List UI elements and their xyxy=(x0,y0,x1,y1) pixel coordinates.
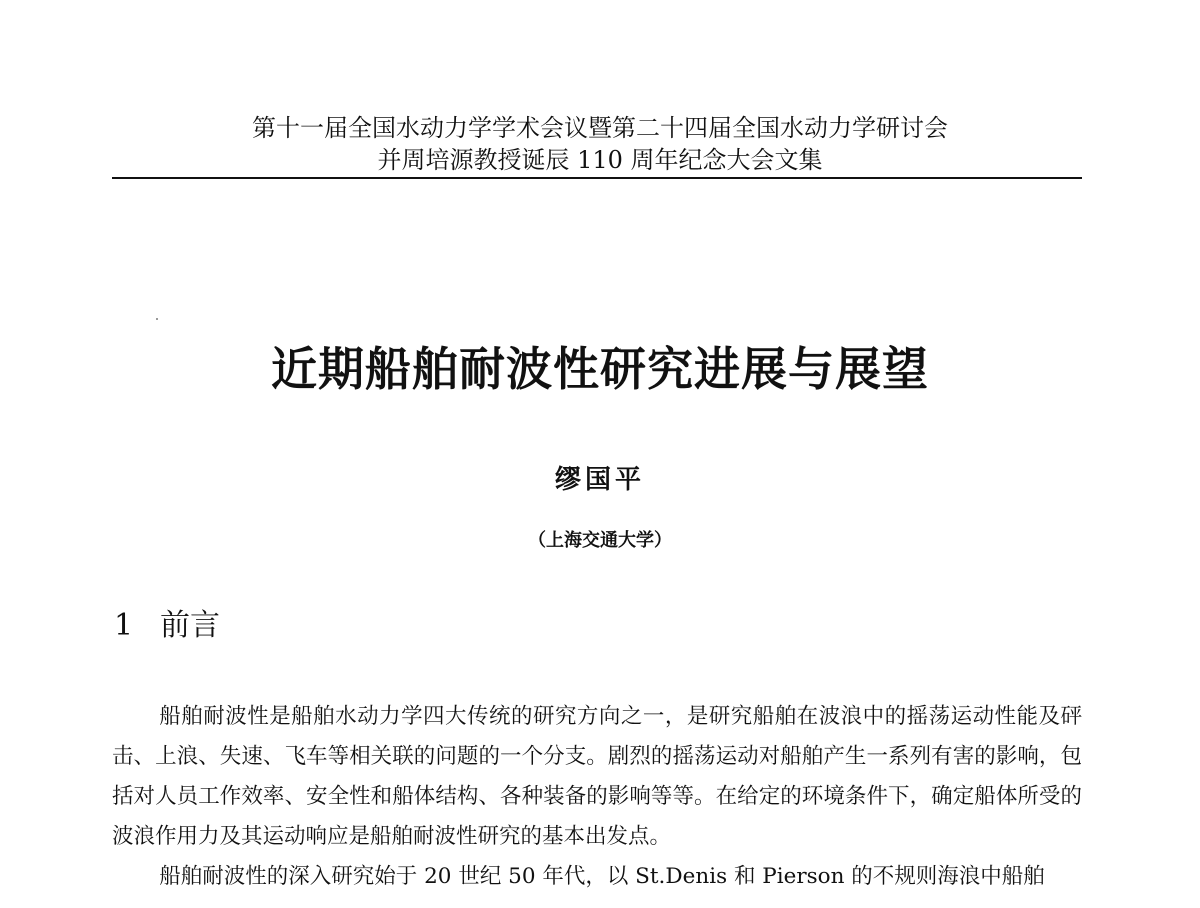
author-name: 缪国平 xyxy=(554,465,645,495)
header-rule xyxy=(112,177,1082,179)
section-number: 1 xyxy=(114,608,134,643)
section-title: 前言 xyxy=(160,608,220,643)
paragraph-1: 船舶耐波性是船舶水动力学四大传统的研究方向之一，是研究船舶在波浪中的摇荡运动性能及砰击、上浪、失速、飞车等相关联的问题的一个分支。剧烈的摇荡运动对船舶产生一系列有害的影响，包括对人员工作效率、安全性和船体结构、各种装备的影响等等。在给定的环境条件下，确定船体所受的波浪作用力及其运动响应是船舶耐波性研究的基本出发点。 xyxy=(112,704,1082,849)
scan-speck xyxy=(156,318,158,320)
header-line-2: 并周培源教授诞辰 110 周年纪念大会文集 xyxy=(377,146,823,174)
author-affiliation: （上海交通大学） xyxy=(528,530,672,551)
paragraph-2: 船舶耐波性的深入研究始于 20 世纪 50 年代，以 St.Denis 和 Pierson 的不规则海浪中船舶 xyxy=(159,864,1045,889)
body-text xyxy=(112,697,1082,897)
section-heading xyxy=(114,606,220,646)
running-header xyxy=(0,112,1200,176)
paper-title: 近期船舶耐波性研究进展与展望 xyxy=(271,342,929,396)
header-line-1: 第十一届全国水动力学学术会议暨第二十四届全国水动力学研讨会 xyxy=(252,114,948,142)
